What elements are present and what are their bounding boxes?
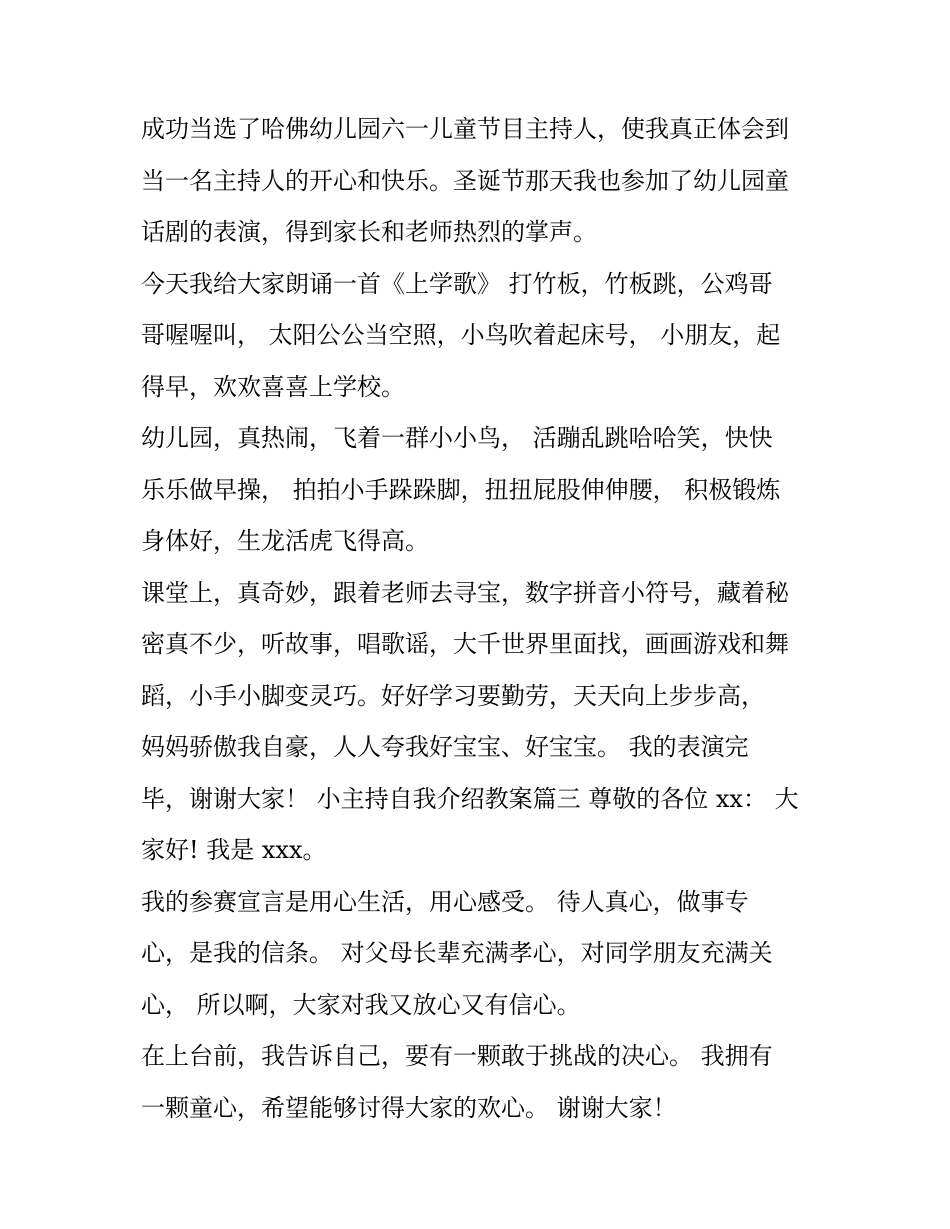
text-line: 乐乐做早操， 拍拍小手跺跺脚，扭扭屁股伸伸腰， 积极锻炼 [141, 475, 781, 504]
text-line: 幼儿园，真热闹，飞着一群小小鸟， 活蹦乱跳哈哈笑，快快 [141, 424, 773, 452]
text-line: 成功当选了哈佛幼儿园六一儿童节目主持人，使我真正体会到 [141, 115, 789, 143]
document-body [141, 104, 821, 1134]
text-line: 心， 所以啊，大家对我又放心又有信心。 [141, 990, 581, 1019]
text-line: 身体好，生龙活虎飞得高。 [141, 527, 429, 555]
text-line: 当一名主持人的开心和快乐。圣诞节那天我也参加了幼儿园童 [141, 166, 789, 195]
text-line: 哥喔喔叫， 太阳公公当空照，小鸟吹着起床号， 小朋友，起 [141, 321, 781, 349]
text-line: 课堂上，真奇妙，跟着老师去寻宝，数字拼音小符号，藏着秘 [141, 578, 789, 607]
text-line: 得早，欢欢喜喜上学校。 [141, 372, 405, 401]
text-line: 密真不少，听故事，唱歌谣，大千世界里面找，画画游戏和舞 [141, 630, 789, 658]
text-line: 蹈，小手小脚变灵巧。好好学习要勤劳，天天向上步步高， [141, 681, 765, 710]
text-line: 妈妈骄傲我自豪，人人夸我好宝宝、好宝宝。 我的表演完 [141, 733, 749, 761]
text-line: 毕，谢谢大家！ 小主持自我介绍教案篇三 尊敬的各位 xx： 大 [141, 784, 799, 813]
text-line: 我的参赛宣言是用心生活，用心感受。 待人真心，做事专 [141, 887, 749, 916]
text-line: 一颗童心，希望能够讨得大家的欢心。 谢谢大家！ [141, 1093, 677, 1122]
text-line: 话剧的表演，得到家长和老师热烈的掌声。 [141, 218, 597, 246]
text-line: 在上台前，我告诉自己，要有一颗敢于挑战的决心。 我拥有 [141, 1042, 773, 1070]
text-line: 今天我给大家朗诵一首《上学歌》 打竹板，竹板跳，公鸡哥 [141, 269, 773, 298]
text-line: 心，是我的信条。 对父母长辈充满孝心，对同学朋友充满关 [141, 939, 773, 967]
text-line: 家好! 我是 xxx。 [141, 836, 327, 864]
